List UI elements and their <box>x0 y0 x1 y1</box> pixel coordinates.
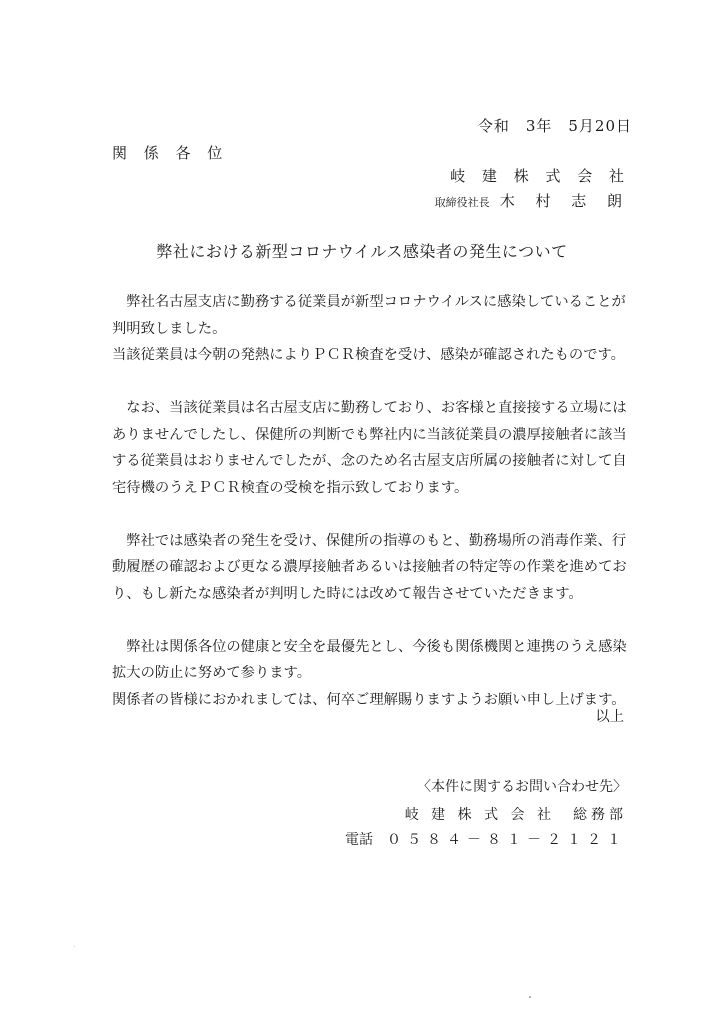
paragraph-3 <box>112 528 627 608</box>
signer <box>435 190 630 211</box>
phone-number: ０５８４－８１－２１２１ <box>387 832 627 848</box>
body-line: 当該従業員は今朝の発熱によりＰＣＲ検査を受け、感染が確認されたものです。 <box>112 347 625 363</box>
paragraph-1 <box>112 289 624 369</box>
signer-name: 木 村 志 朗 <box>499 192 630 210</box>
contact-phone <box>345 829 627 849</box>
body-line: 関係者の皆様におかれましては、何卒ご理解賜りますようお願い申し上げます。 <box>112 691 626 708</box>
scan-speck <box>74 946 75 947</box>
body-line: なお、当該従業員は名古屋支店に勤務しており、お客様と直接接する立場には <box>126 400 627 416</box>
body-line: 拡大の防止に努めて参ります。 <box>112 665 312 681</box>
contact-department: 岐 建 株 式 会 社 総務部 <box>404 807 627 823</box>
scan-speck <box>529 996 531 998</box>
document-body <box>112 289 627 740</box>
body-line: ありませんでしたし、保健所の判断でも弊社内に当該従業員の濃厚接触者に該当 <box>112 426 627 443</box>
body-line: 弊社名古屋支店に勤務する従業員が新型コロナウイルスに感染していることが <box>126 294 626 310</box>
body-line: 動履歴の確認および更なる濃厚接触者あるいは接触者の特定等の作業を進めてお <box>112 559 627 575</box>
contact-heading: 〈本件に関するお問い合わせ先〉 <box>417 779 627 795</box>
body-line: する従業員はおりませんでしたが、念のため名古屋支店所属の接触者に対して自 <box>112 453 627 469</box>
phone-label: 電話 <box>345 832 373 848</box>
document-title: 弊社における新型コロナウイルス感染者の発生について <box>156 242 568 261</box>
signer-role: 取締役社長 <box>434 196 490 209</box>
document-date: 令和 3年 5月20日 <box>477 117 632 135</box>
company-name: 岐 建 株 式 会 社 <box>450 167 630 185</box>
body-line: 宅待機のうえＰＣＲ検査の受検を指示致しております。 <box>112 479 469 496</box>
addressee: 関 係 各 位 <box>112 144 229 162</box>
body-line: 弊社では感染者の発生を受け、保健所の指導のもと、勤務場所の消毒作業、行 <box>126 532 627 549</box>
closing-mark: 以上 <box>595 709 624 725</box>
paragraph-4 <box>112 634 627 714</box>
body-line: 判明致しました。 <box>112 320 227 337</box>
body-line: り、もし新たな感染者が判明した時には改めて報告させていただきます。 <box>112 585 583 602</box>
paragraph-2 <box>112 395 627 501</box>
body-line: 弊社は関係各位の健康と安全を最優先とし、今後も関係機関と連携のうえ感染 <box>126 638 627 655</box>
